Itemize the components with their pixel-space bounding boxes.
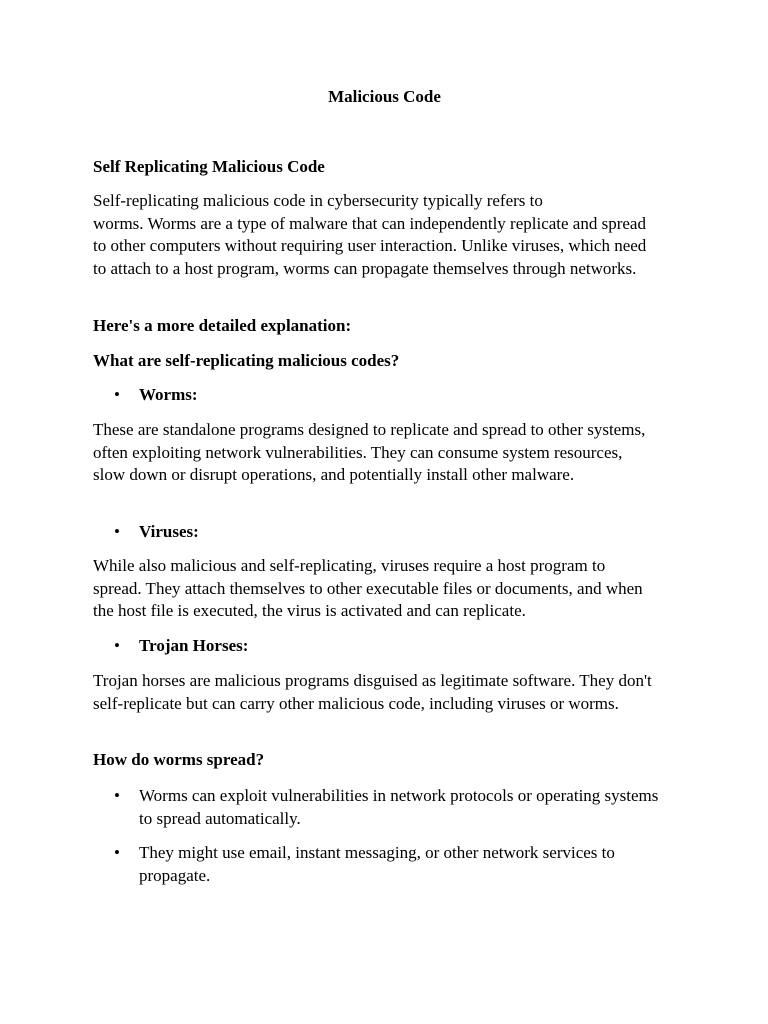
type-label-worms: Worms: <box>139 385 198 404</box>
bullet-marker: • <box>114 786 120 805</box>
document-title: Malicious Code <box>328 87 441 106</box>
intro-paragraph <box>93 190 653 280</box>
bullet-marker: • <box>114 385 120 404</box>
type-description-worms: These are standalone programs designed to replicate and spread to other systems, often exploiting network vulnerabilities. They can consume system resources, slow down or disrupt operations, and potentially install other malware. <box>93 420 646 484</box>
spread-heading: How do worms spread? <box>93 750 265 769</box>
type-label-trojan-horses: Trojan Horses: <box>139 636 249 655</box>
intro-rest: worms. Worms are a type of malware that can independently replicate and spread to other computers without requiring user interaction. Unlike viruses, which need to attach to a host program, worms can propagate themselves through networks. <box>93 213 647 278</box>
type-description-trojan-horses: Trojan horses are malicious programs disguised as legitimate software. They don't self-replicate but can carry other malicious code, including viruses or worms. <box>93 671 652 713</box>
question-heading: What are self-replicating malicious codes? <box>93 351 400 370</box>
intro-line-1: Self-replicating malicious code in cybersecurity typically refers to <box>93 191 543 210</box>
bullet-marker: • <box>114 843 120 862</box>
spread-point: Worms can exploit vulnerabilities in network protocols or operating systems to spread automatically. <box>139 786 659 828</box>
type-label-viruses: Viruses: <box>139 522 199 541</box>
section-heading: Self Replicating Malicious Code <box>93 157 325 176</box>
spread-point: They might use email, instant messaging, or other network services to propagate. <box>139 843 615 885</box>
bullet-marker: • <box>114 522 120 541</box>
detail-heading: Here's a more detailed explanation: <box>93 316 352 335</box>
type-description-viruses: While also malicious and self-replicating, viruses require a host program to spread. They attach themselves to other executable files or documents, and when the host file is executed, the virus is activated and can replicate. <box>93 556 643 620</box>
bullet-marker: • <box>114 636 120 655</box>
